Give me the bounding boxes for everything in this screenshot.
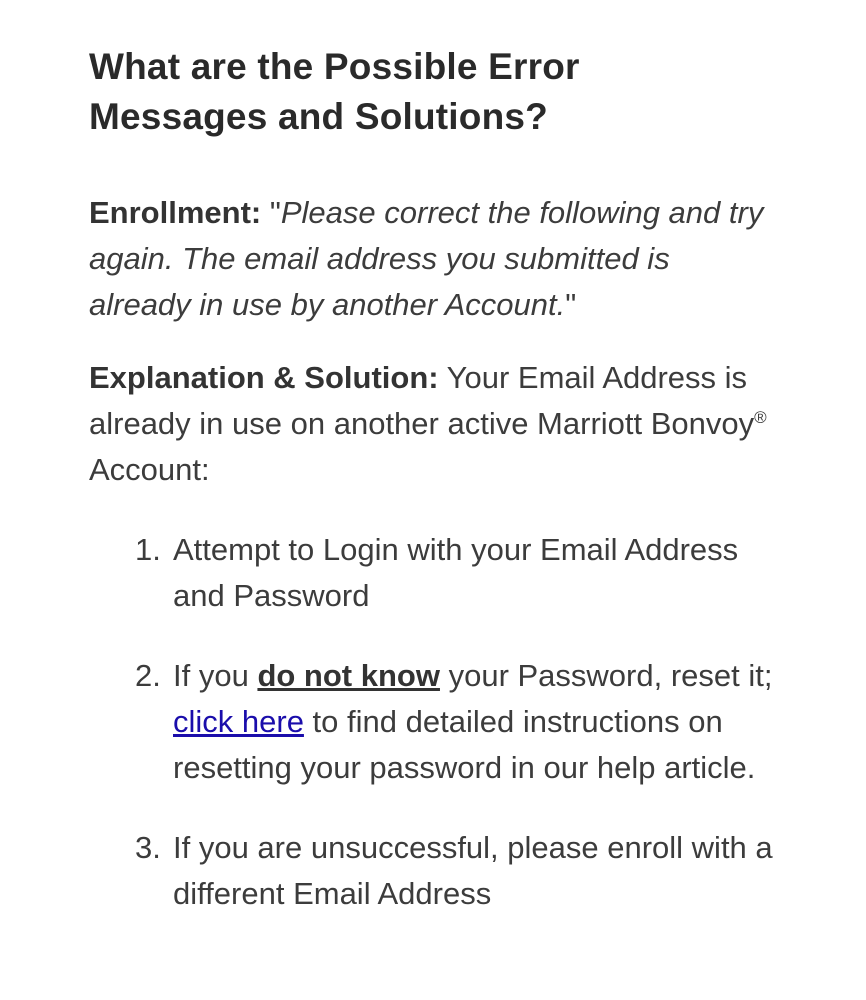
step-text-middle: your Password, reset it; bbox=[439, 658, 773, 693]
step-text: If you are unsuccessful, please enroll with a different Email Address bbox=[173, 830, 773, 911]
enrollment-open-quote: " bbox=[261, 195, 281, 230]
article-content bbox=[89, 42, 779, 917]
page-title bbox=[89, 42, 779, 142]
step-text-before: If you bbox=[173, 658, 258, 693]
enrollment-error-message: Please correct the following and try again. The email address you submitted is already in use by another Account. bbox=[89, 195, 764, 322]
solution-steps-list bbox=[89, 527, 779, 917]
explanation-text-end: Account: bbox=[89, 452, 210, 487]
step-number: 1. bbox=[135, 532, 161, 567]
list-item bbox=[89, 825, 779, 917]
explanation-paragraph bbox=[89, 355, 779, 493]
do-not-know-emphasis: do not know bbox=[257, 658, 440, 693]
list-item bbox=[89, 527, 779, 619]
enrollment-label: Enrollment: bbox=[89, 195, 262, 230]
reset-password-help-link[interactable]: click here bbox=[173, 704, 304, 739]
page-title-line-2: Messages and Solutions? bbox=[89, 96, 548, 137]
explanation-label: Explanation & Solution: bbox=[89, 360, 439, 395]
step-text-after: to find detailed instructions on resetting your password in our help article. bbox=[173, 704, 756, 785]
step-number: 3. bbox=[135, 830, 161, 865]
step-text: Attempt to Login with your Email Address and Password bbox=[173, 532, 739, 613]
explanation-text: Your Email Address is already in use on another active Marriott Bonvoy bbox=[89, 360, 755, 441]
registered-mark: ® bbox=[754, 408, 767, 427]
list-item bbox=[89, 653, 779, 791]
page-title-line-1: What are the Possible Error bbox=[89, 46, 580, 87]
step-number: 2. bbox=[135, 658, 161, 693]
enrollment-error-paragraph bbox=[89, 190, 779, 328]
enrollment-close-quote: " bbox=[565, 287, 577, 322]
